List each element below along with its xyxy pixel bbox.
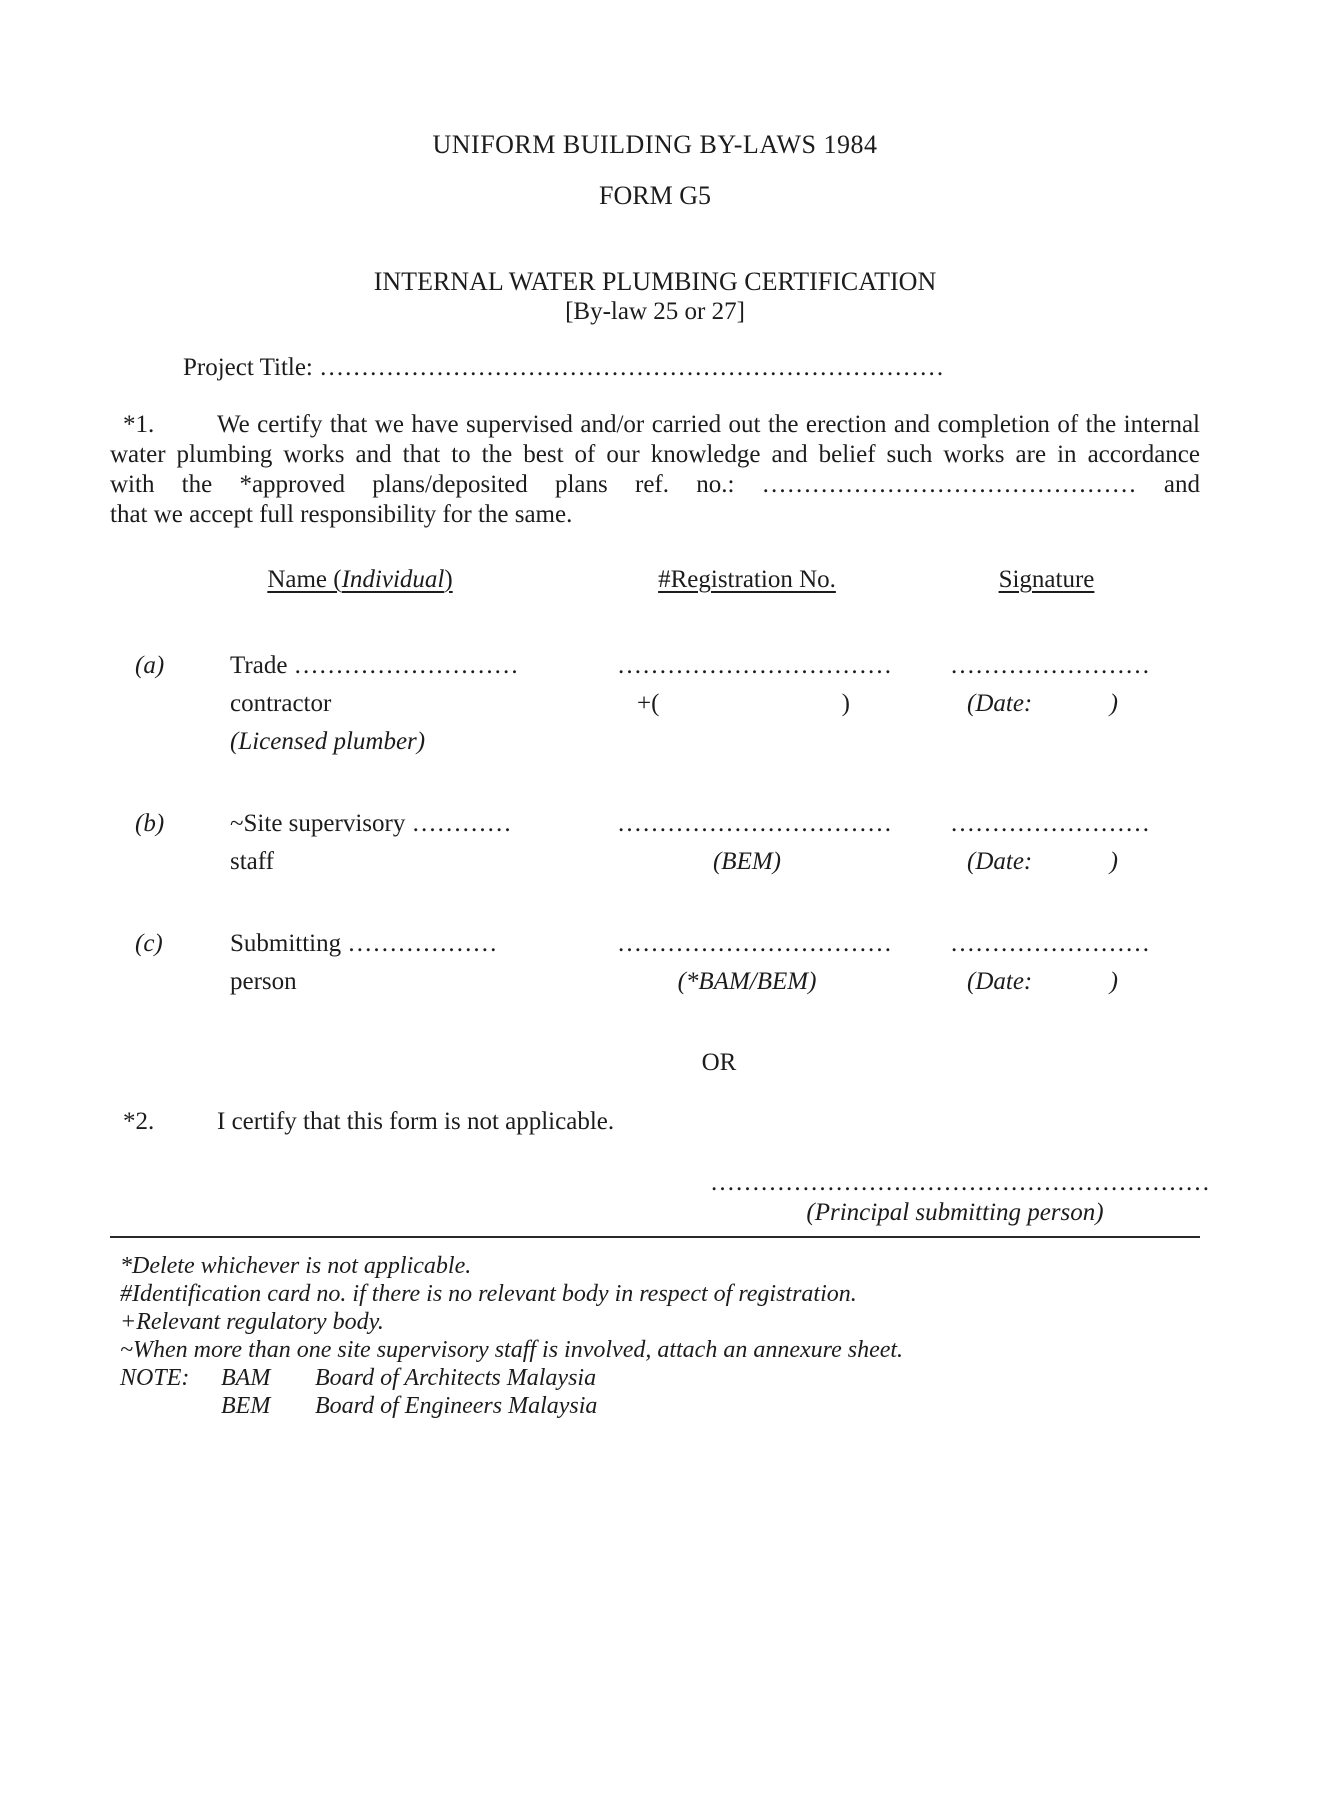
clause-1-number: *1. [123, 411, 155, 438]
registration-cell [617, 647, 892, 761]
certification-title: INTERNAL WATER PLUMBING CERTIFICATION [373, 267, 937, 296]
project-title-fill-line: ………………………………………………………………… [319, 354, 945, 381]
note-definitions [120, 1364, 1200, 1420]
project-title-label: Project Title: [183, 354, 313, 381]
registration-body-note: (*BAM/BEM) [677, 968, 817, 995]
form-number: FORM G5 [599, 181, 711, 210]
date-brackets: (Date: ) [967, 690, 1118, 717]
footnote-delete: *Delete whichever is not applicable. [120, 1253, 472, 1279]
registration-fill-line: …………………………… [617, 652, 892, 679]
clause-1-line-2: water plumbing works and that to the best of our knowledge and belief such works are in accordance [110, 441, 1200, 468]
clause-1-line-4: that we accept full responsibility for the same. [110, 501, 573, 528]
note-meaning-bam: Board of Architects Malaysia [315, 1365, 597, 1391]
signature-fill-line: …………………… [950, 810, 1150, 837]
note-abbr-bem: BEM [221, 1393, 271, 1419]
footnote-identification: #Identification card no. if there is no relevant body in respect of registration. [120, 1281, 857, 1307]
clause-1 [110, 410, 1200, 530]
regulatory-body-brackets: +( ) [637, 690, 850, 717]
table-row-a [110, 647, 1200, 761]
signature-cell [950, 805, 1150, 881]
row-label: (c) [135, 930, 163, 957]
clause-2-number: *2. [123, 1108, 155, 1135]
row-label: (a) [135, 652, 165, 679]
registration-cell [617, 925, 892, 1001]
date-brackets: (Date: ) [967, 848, 1118, 875]
signature-cell [950, 647, 1150, 761]
date-brackets: (Date: ) [967, 968, 1118, 995]
act-title: UNIFORM BUILDING BY-LAWS 1984 [432, 130, 878, 159]
certification-heading [110, 267, 1200, 327]
licensed-plumber-note: (Licensed plumber) [230, 728, 426, 755]
column-header-registration: #Registration No. [658, 566, 836, 593]
clause-1-line-3: with the *approved plans/deposited plans ref. no.: ……………………………………… and [110, 471, 1201, 498]
table-header-row [110, 565, 1200, 595]
registration-body-note: (BEM) [712, 848, 782, 875]
column-header-signature: Signature [998, 566, 1095, 593]
row-label: (b) [135, 810, 165, 837]
or-separator: OR [701, 1049, 737, 1076]
name-cell: ~Site supervisory ………… staff [230, 805, 520, 881]
bylaw-reference: [By-law 25 or 27] [565, 298, 745, 325]
project-title-line [110, 353, 1200, 383]
table-row-c [110, 925, 1200, 1001]
plans-ref-fill-line: ……………………………………… [761, 471, 1137, 498]
signature-fill-line: …………………… [950, 930, 1150, 957]
name-fill-line: Submitting ……………… [230, 930, 498, 957]
column-header-name: Name (Individual) [267, 566, 453, 593]
footnote-regulatory-body: +Relevant regulatory body. [120, 1309, 384, 1335]
signature-fill-line: …………………… [950, 652, 1150, 679]
name-cell: Submitting ……………… person [230, 925, 520, 1001]
footnote-annexure: ~When more than one site supervisory staff is involved, attach an annexure sheet. [120, 1337, 904, 1363]
note-label: NOTE: [120, 1365, 190, 1391]
note-meaning-bem: Board of Engineers Malaysia [315, 1393, 598, 1419]
table-row-b [110, 805, 1200, 881]
principal-caption: (Principal submitting person) [806, 1199, 1104, 1226]
note-abbr-bam: BAM [221, 1365, 271, 1391]
principal-signature-block [710, 1168, 1210, 1228]
principal-signature-fill-line: …………………………………………………… [710, 1169, 1210, 1196]
clause-2: *2. I certify that this form is not applicable. [110, 1107, 1200, 1137]
name-cell: Trade ……………………… contractor (Licensed plumber) [230, 647, 520, 761]
name-fill-line: ~Site supervisory ………… [230, 810, 512, 837]
name-fill-line: Trade ……………………… [230, 652, 519, 679]
clause-1-line-1: *1. We certify that we have supervised and/or carried out the erection and completion of the internal [110, 410, 1200, 440]
registration-fill-line: …………………………… [617, 810, 892, 837]
signature-cell [950, 925, 1150, 1001]
registration-fill-line: …………………………… [617, 930, 892, 957]
registration-cell [617, 805, 892, 881]
footnotes [110, 1238, 1200, 1420]
